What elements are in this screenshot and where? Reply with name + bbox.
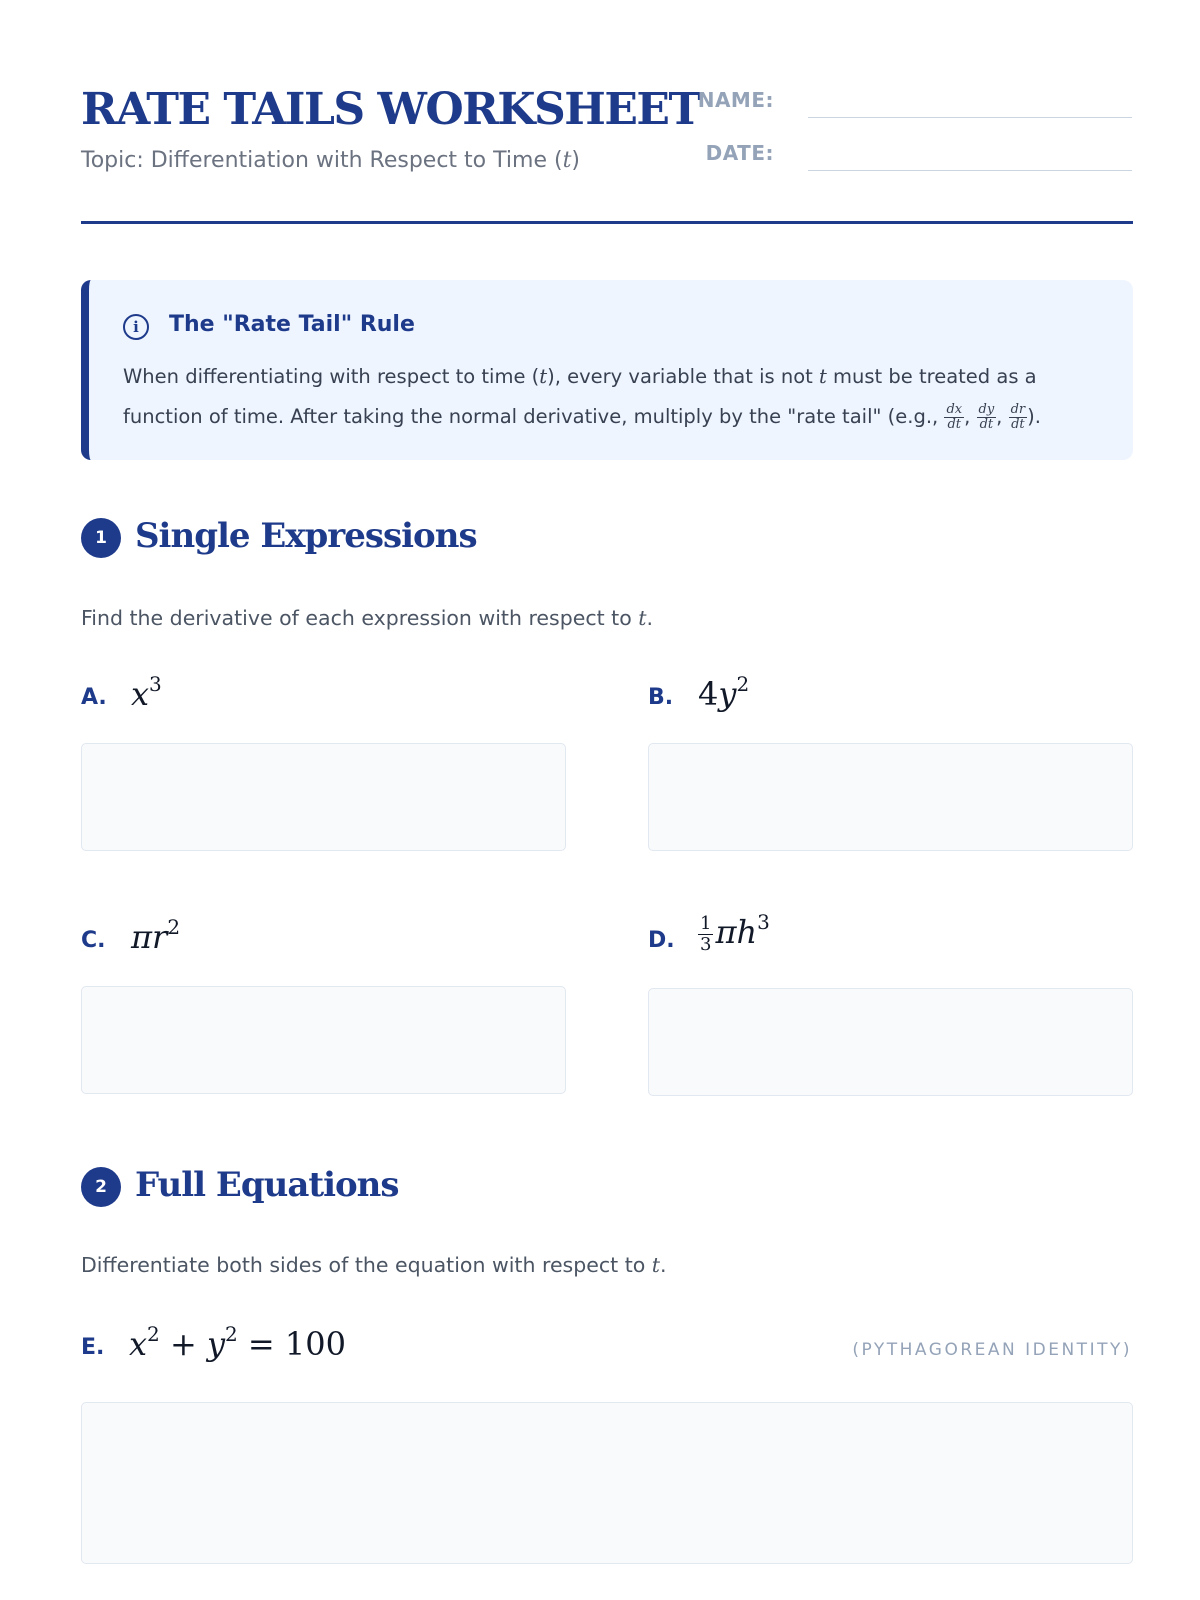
- rate-tail-dx-dt: $\frac{dx}{dt}$: [946, 402, 963, 432]
- rate-tail-dr-dt: $\frac{dr}{dt}$: [1010, 402, 1026, 432]
- date-field[interactable]: [808, 170, 1132, 171]
- section-2-badge: 2: [81, 1167, 121, 1207]
- problem-e-label: E.: [81, 1335, 105, 1360]
- section-1-instruction: Find the derivative of each expression with respect to t.: [81, 606, 654, 630]
- problem-b-expression: $4y^2$: [698, 672, 750, 713]
- one-third-fraction: $\frac{1}{3}$: [700, 913, 712, 955]
- problem-e-answer-box[interactable]: [81, 1402, 1133, 1564]
- header-divider: [81, 221, 1133, 224]
- problem-c-expression: $\pi r^2$: [131, 915, 181, 956]
- worksheet-title: RATE TAILS WORKSHEET: [81, 84, 700, 135]
- callout-line-2: function of time. After taking the normal derivative, multiply by the "rate tail" (e.g., $\frac{dx}{dt}$ , $\frac{dy}{dt}$ , $\frac{dr}{dt}$ ).: [123, 402, 1041, 432]
- problem-c-label: C.: [81, 928, 106, 953]
- problem-e-note: (PYTHAGOREAN IDENTITY): [852, 1340, 1132, 1360]
- section-2-instruction: Differentiate both sides of the equation with respect to t.: [81, 1253, 667, 1277]
- problem-c-answer-box[interactable]: [81, 986, 566, 1094]
- section-1-badge: 1: [81, 518, 121, 558]
- callout-title: The "Rate Tail" Rule: [169, 312, 415, 337]
- problem-d-expression: $\frac{1}{3}$ $\pi h^3$: [700, 910, 770, 955]
- problem-d-label: D.: [648, 928, 675, 953]
- problem-a-label: A.: [81, 685, 107, 710]
- name-label: NAME:: [697, 88, 774, 112]
- section-1-title: Single Expressions: [135, 516, 477, 556]
- rate-tail-rule-callout: [81, 280, 1133, 460]
- info-icon: i: [123, 314, 149, 340]
- date-label: DATE:: [705, 141, 774, 165]
- problem-a-answer-box[interactable]: [81, 743, 566, 851]
- name-field[interactable]: [808, 117, 1132, 118]
- problem-a-expression: $x^3$: [131, 672, 162, 713]
- section-2-title: Full Equations: [135, 1165, 399, 1205]
- problem-d-answer-box[interactable]: [648, 988, 1133, 1096]
- problem-b-label: B.: [648, 685, 674, 710]
- problem-e-equation: $x^2 + y^2 = 100$: [129, 1322, 346, 1363]
- problem-b-answer-box[interactable]: [648, 743, 1133, 851]
- worksheet-subtitle: Topic: Differentiation with Respect to Time (t): [81, 148, 580, 173]
- callout-body: [123, 362, 1041, 442]
- rate-tail-dy-dt: $\frac{dy}{dt}$: [978, 402, 995, 432]
- callout-line-1: When differentiating with respect to time (t), every variable that is not t must be treated as a: [123, 365, 1037, 388]
